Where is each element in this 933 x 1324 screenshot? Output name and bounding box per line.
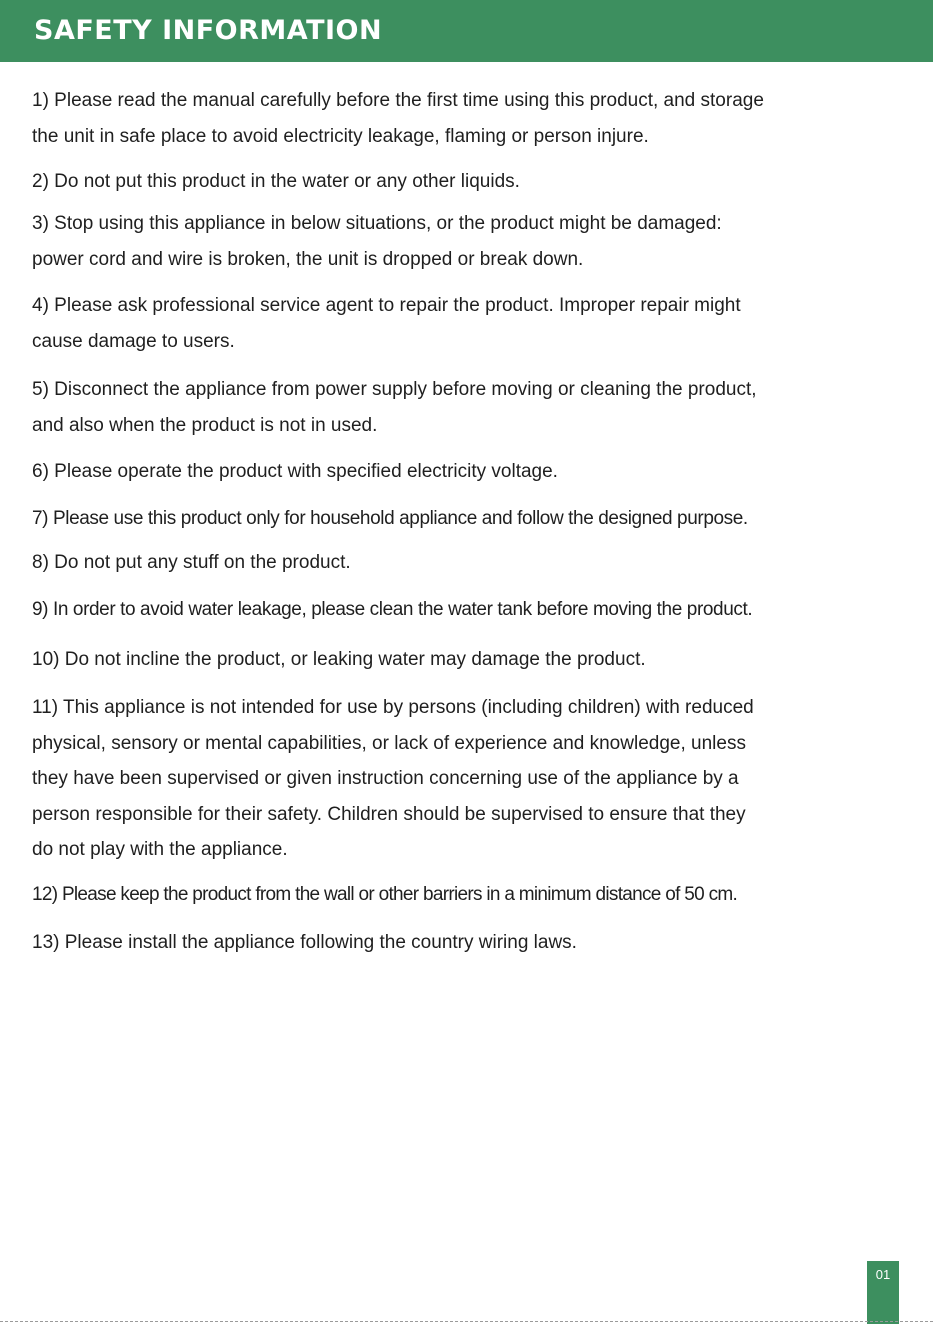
safety-item-11: [32, 690, 754, 868]
item-line: 12) Please keep the product from the wall or other barriers in a minimum distance of 50 cm.: [32, 884, 738, 905]
safety-item-8: [32, 545, 351, 581]
item-line: 11) This appliance is not intended for use by persons (including children) with reduced: [32, 697, 754, 718]
item-line: 4) Please ask professional service agent to repair the product. Improper repair might: [32, 295, 741, 316]
safety-item-9: [32, 592, 752, 628]
item-line: 8) Do not put any stuff on the product.: [32, 552, 351, 573]
item-line: 2) Do not put this product in the water or any other liquids.: [32, 171, 520, 192]
item-line: 6) Please operate the product with specified electricity voltage.: [32, 461, 558, 482]
safety-item-2: [32, 164, 520, 200]
item-line: cause damage to users.: [32, 330, 235, 352]
item-line: 1) Please read the manual carefully before the first time using this product, and storage: [32, 90, 764, 111]
safety-item-6: [32, 454, 558, 490]
safety-item-13: [32, 925, 577, 961]
item-line: person responsible for their safety. Children should be supervised to ensure that they: [32, 803, 746, 825]
item-line: physical, sensory or mental capabilities, or lack of experience and knowledge, unless: [32, 732, 746, 754]
item-line: 9) In order to avoid water leakage, please clean the water tank before moving the product.: [32, 599, 753, 620]
item-line: 7) Please use this product only for household appliance and follow the designed purpose.: [32, 508, 748, 529]
bottom-divider: [0, 1321, 933, 1322]
header-bar: [0, 0, 933, 62]
page-number: 01: [875, 1267, 891, 1282]
page-title: SAFETY INFORMATION: [34, 15, 383, 46]
item-line: 10) Do not incline the product, or leaking water may damage the product.: [32, 649, 646, 670]
item-line: the unit in safe place to avoid electricity leakage, flaming or person injure.: [32, 125, 649, 147]
item-line: 3) Stop using this appliance in below situations, or the product might be damaged:: [32, 213, 722, 234]
item-line: and also when the product is not in used.: [32, 414, 378, 436]
item-line: power cord and wire is broken, the unit is dropped or break down.: [32, 248, 584, 270]
item-line: 13) Please install the appliance following the country wiring laws.: [32, 932, 577, 953]
safety-item-10: [32, 642, 646, 678]
item-line: they have been supervised or given instruction concerning use of the appliance by a: [32, 768, 739, 789]
safety-item-12: [32, 877, 737, 913]
item-line: do not play with the appliance.: [32, 839, 288, 860]
safety-item-3: [32, 206, 722, 277]
safety-item-5: [32, 372, 757, 443]
safety-item-1: [32, 83, 764, 154]
item-line: 5) Disconnect the appliance from power supply before moving or cleaning the product,: [32, 379, 757, 400]
safety-item-4: [32, 288, 741, 359]
safety-item-7: [32, 501, 748, 537]
page-number-tab: [867, 1261, 899, 1324]
